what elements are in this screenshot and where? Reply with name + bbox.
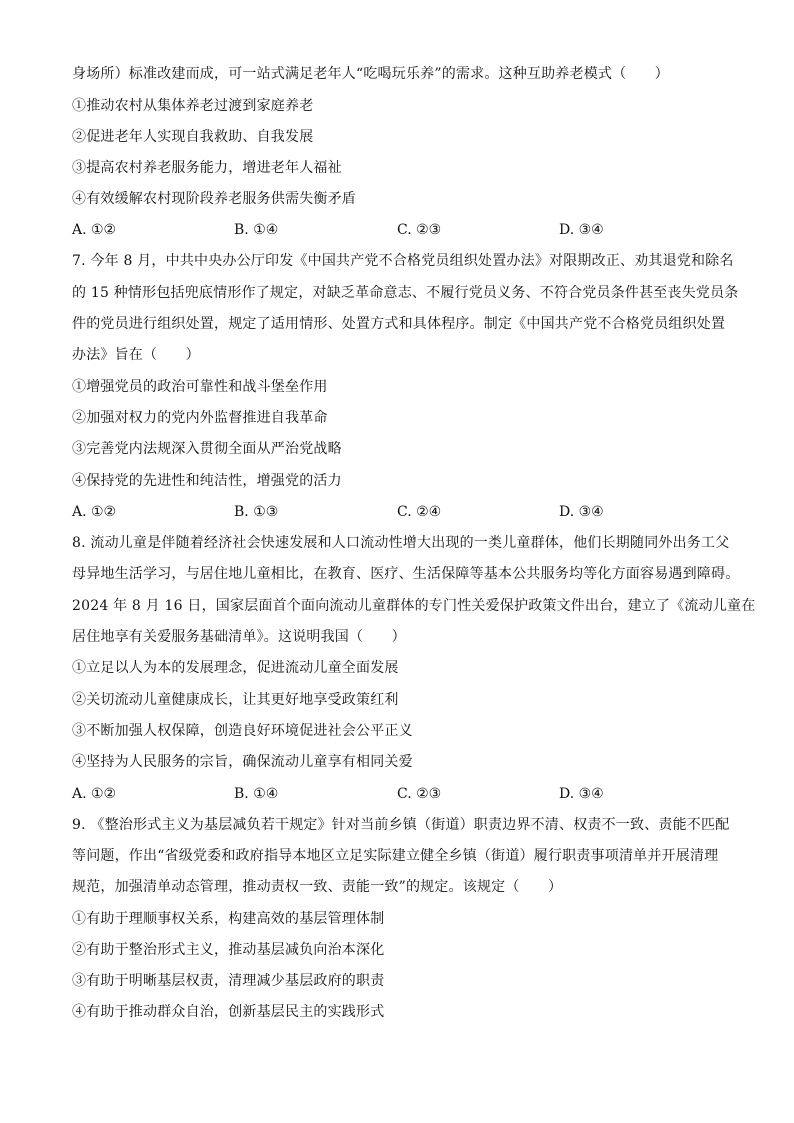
q9-item-1: ①有助于理顺事权关系，构建高效的基层管理体制	[72, 911, 385, 927]
q7-item-3: ③完善党内法规深入贯彻全面从严治党战略	[72, 441, 342, 457]
q6-stem-tail: 身场所）标准改建而成，可一站式满足老年人“吃喝玩乐养”的需求。这种互助养老模式（ ）	[72, 66, 669, 82]
q8-item-2: ②关切流动儿童健康成长，让其更好地享受政策红利	[72, 692, 399, 708]
q8-stem-line-3: 2024 年 8 月 16 日，国家层面首个面向流动儿童群体的专门性关爱保护政策文件出台，建立了《流动儿童在	[72, 598, 756, 614]
q7-item-1: ①增强党员的政治可靠性和战斗堡垒作用	[72, 379, 328, 395]
q9-stem-line-1: 9. 《整治形式主义为基层减负若干规定》针对当前乡镇（街道）职责边界不清、权责不一致、责能不匹配	[72, 817, 730, 833]
q6-item-3: ③提高农村养老服务能力，增进老年人福祉	[72, 160, 342, 176]
q7-option-d: D. ③④	[559, 504, 604, 520]
q8-option-b: B. ①④	[234, 786, 279, 802]
q6-item-4: ④有效缓解农村现阶段养老服务供需失衡矛盾	[72, 191, 356, 207]
q8-stem-line-4: 居住地享有关爱服务基础清单》。这说明我国（ ）	[72, 629, 406, 645]
q9-stem-line-3: 规范，加强清单动态管理，推动责权一致、责能一致”的规定。该规定（ ）	[72, 879, 563, 895]
q8-item-4: ④坚持为人民服务的宗旨，确保流动儿童享有相同关爱	[72, 754, 413, 770]
q6-option-d: D. ③④	[559, 222, 604, 238]
q9-stem-line-2: 等问题，作出“省级党委和政府指导本地区立足实际建立健全乡镇（街道）履行职责事项清单并开展清理	[72, 848, 719, 864]
q7-option-a: A. ①②	[72, 504, 117, 520]
q6-option-c: C. ②③	[397, 222, 442, 238]
q8-option-d: D. ③④	[559, 786, 604, 802]
q7-option-c: C. ②④	[397, 504, 442, 520]
q9-item-4: ④有助于推动群众自治，创新基层民主的实践形式	[72, 1004, 385, 1020]
q7-stem-line-3: 件的党员进行组织处置，规定了适用情形、处置方式和具体程序。制定《中国共产党不合格党员组织处置	[72, 316, 726, 332]
q6-item-2: ②促进老年人实现自我救助、自我发展	[72, 129, 314, 145]
q6-option-b: B. ①④	[234, 222, 279, 238]
q8-option-a: A. ①②	[72, 786, 117, 802]
q6-option-a: A. ①②	[72, 222, 117, 238]
q7-item-4: ④保持党的先进性和纯洁性，增强党的活力	[72, 473, 342, 489]
q6-item-1: ①推动农村从集体养老过渡到家庭养老	[72, 98, 314, 114]
q9-item-3: ③有助于明晰基层权责，清理减少基层政府的职责	[72, 973, 385, 989]
q8-item-1: ①立足以人为本的发展理念，促进流动儿童全面发展	[72, 660, 399, 676]
q8-stem-line-1: 8. 流动儿童是伴随着经济社会快速发展和人口流动性增大出现的一类儿童群体，他们长期随同外出务工父	[72, 535, 730, 551]
q8-option-c: C. ②③	[397, 786, 442, 802]
q8-stem-line-2: 母异地生活学习，与居住地儿童相比，在教育、医疗、生活保障等基本公共服务均等化方面容易遇到障碍。	[72, 566, 740, 582]
q8-item-3: ③不断加强人权保障，创造良好环境促进社会公平正义	[72, 723, 413, 739]
q7-item-2: ②加强对权力的党内外监督推进自我革命	[72, 410, 328, 426]
q7-option-b: B. ①③	[234, 504, 279, 520]
q7-stem-line-1: 7. 今年 8 月，中共中央办公厅印发《中国共产党不合格党员组织处置办法》对限期改正、劝其退党和除名	[72, 253, 734, 269]
q9-item-2: ②有助于整治形式主义，推动基层减负向治本深化	[72, 942, 385, 958]
q7-stem-line-4: 办法》旨在（ ）	[72, 347, 200, 363]
q7-stem-line-2: 的 15 种情形包括兜底情形作了规定，对缺乏革命意志、不履行党员义务、不符合党员条件甚至丧失党员条	[72, 285, 739, 301]
